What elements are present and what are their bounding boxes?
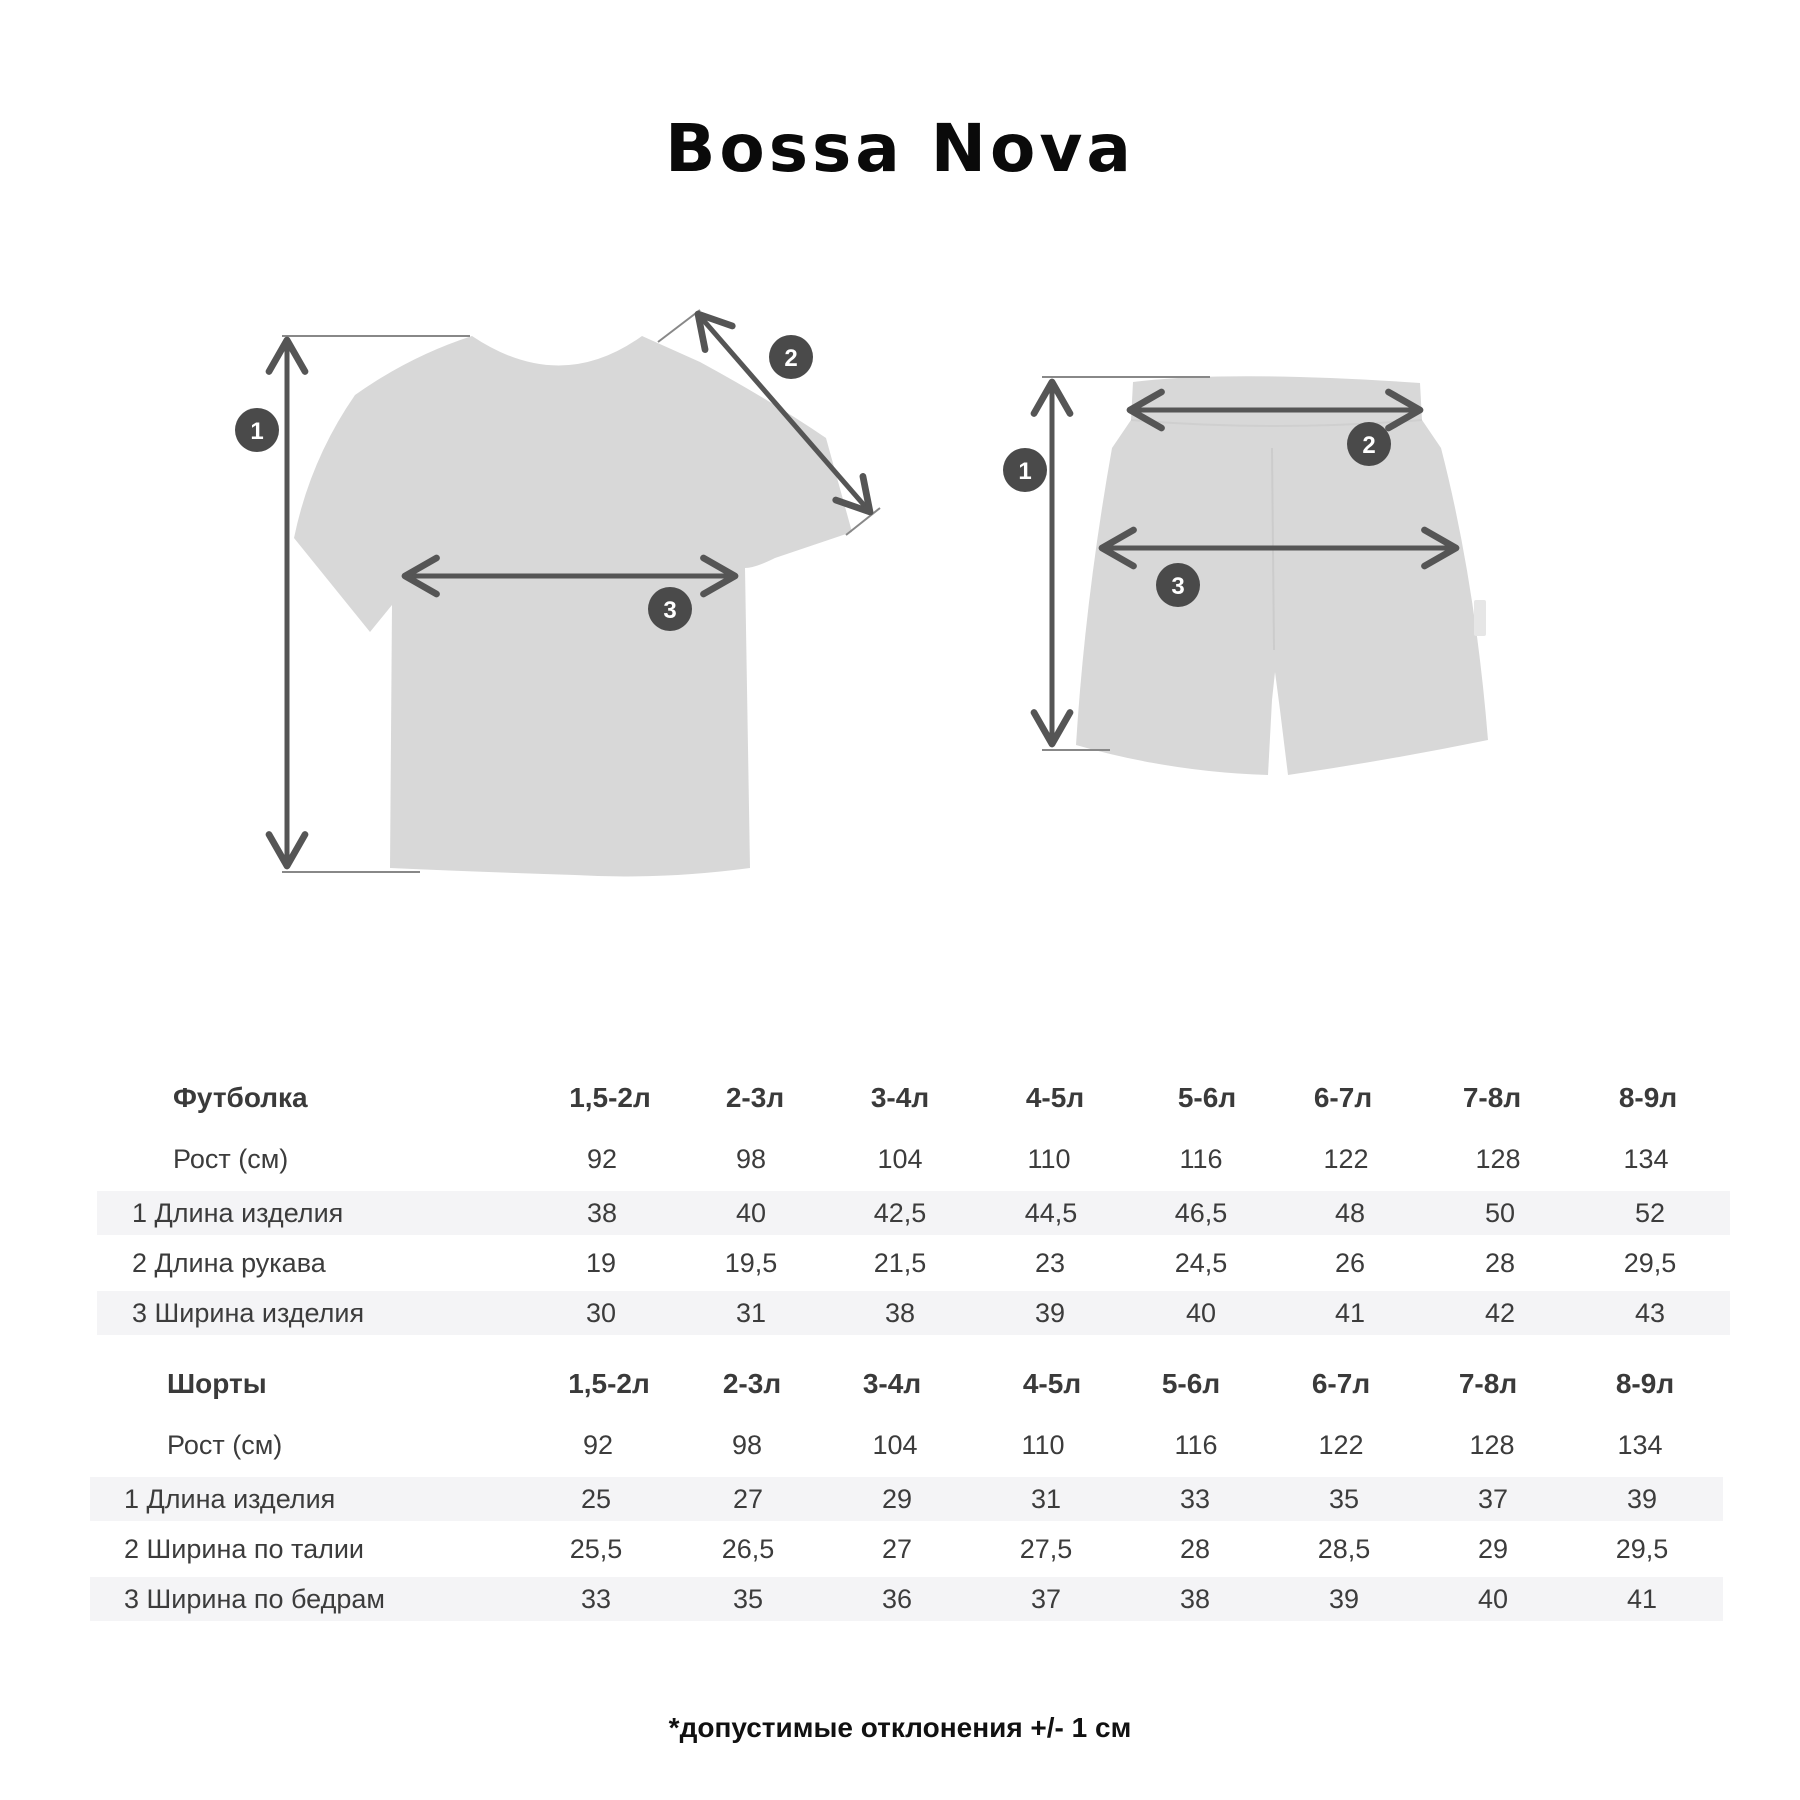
- shorts-marker-1: [1003, 448, 1047, 492]
- table-row: [0, 1577, 1800, 1621]
- shorts-marker-2: [1347, 422, 1391, 466]
- size-header: 1,5-2л: [568, 1368, 650, 1399]
- table-cell: 24,5: [1174, 1248, 1228, 1278]
- size-header: 6-7л: [1313, 1082, 1373, 1113]
- height-value: 134: [1623, 1144, 1669, 1174]
- table-row: [0, 1527, 1800, 1571]
- tshirt-shape: [294, 336, 852, 876]
- table-row: [0, 1291, 1800, 1335]
- table-cell: 33: [580, 1584, 612, 1614]
- table-cell: 19: [585, 1248, 617, 1278]
- height-value: 128: [1469, 1430, 1515, 1460]
- size-header: 2-3л: [725, 1082, 785, 1113]
- shorts-header-row: [0, 1362, 1800, 1406]
- table-cell: 27,5: [1019, 1534, 1073, 1564]
- table-cell: 27: [732, 1484, 764, 1514]
- shorts-height-row: [0, 1423, 1800, 1467]
- row-label: 2 Длина рукава: [132, 1248, 326, 1278]
- table-cell: 50: [1484, 1198, 1516, 1228]
- row-label: 1 Длина изделия: [124, 1484, 336, 1514]
- table-cell: 46,5: [1174, 1198, 1228, 1228]
- height-value: 116: [1179, 1144, 1223, 1174]
- height-label: Рост (см): [173, 1144, 289, 1174]
- tshirt-height-row: [0, 1137, 1800, 1181]
- height-value: 104: [877, 1144, 923, 1174]
- tshirt-marker-3: [648, 587, 692, 631]
- size-header: 8-9л: [1615, 1368, 1675, 1399]
- row-label: 1 Длина изделия: [132, 1198, 344, 1228]
- table-cell: 19,5: [724, 1248, 778, 1278]
- table-cell: 29,5: [1615, 1534, 1669, 1564]
- size-header: 7-8л: [1462, 1082, 1522, 1113]
- size-header: 4-5л: [1022, 1368, 1082, 1399]
- tshirt-header-row: [0, 1076, 1800, 1120]
- table-cell: 43: [1634, 1298, 1666, 1328]
- table-cell: 36: [881, 1584, 913, 1614]
- height-value: 116: [1174, 1430, 1218, 1460]
- size-header: 5-6л: [1177, 1082, 1237, 1113]
- row-label: 3 Ширина изделия: [132, 1298, 365, 1328]
- table-cell: 31: [1030, 1484, 1062, 1514]
- table-cell: 28: [1484, 1248, 1516, 1278]
- shorts-marker-3: [1156, 563, 1200, 607]
- table-cell: 28: [1179, 1534, 1211, 1564]
- table-cell: 39: [1626, 1484, 1658, 1514]
- height-label: Рост (см): [167, 1430, 283, 1460]
- table-cell: 21,5: [873, 1248, 927, 1278]
- table-cell: 30: [585, 1298, 617, 1328]
- shorts-table-title: Шорты: [167, 1368, 267, 1399]
- table-cell: 26: [1334, 1248, 1366, 1278]
- page-title: Bossa Nova: [665, 110, 1135, 187]
- table-cell: 39: [1034, 1298, 1066, 1328]
- table-cell: 41: [1334, 1298, 1366, 1328]
- height-value: 92: [586, 1144, 618, 1174]
- table-cell: 37: [1477, 1484, 1509, 1514]
- table-cell: 38: [884, 1298, 916, 1328]
- table-cell: 38: [1179, 1584, 1211, 1614]
- height-value: 128: [1475, 1144, 1521, 1174]
- height-value: 122: [1318, 1430, 1364, 1460]
- table-cell: 26,5: [721, 1534, 775, 1564]
- size-header: 1,5-2л: [569, 1082, 651, 1113]
- size-header: 2-3л: [722, 1368, 782, 1399]
- tshirt-marker-1: [235, 408, 279, 452]
- size-header: 6-7л: [1311, 1368, 1371, 1399]
- size-header: 4-5л: [1025, 1082, 1085, 1113]
- table-cell: 35: [1328, 1484, 1360, 1514]
- size-header: 8-9л: [1618, 1082, 1678, 1113]
- height-value: 122: [1323, 1144, 1369, 1174]
- height-value: 104: [872, 1430, 918, 1460]
- tshirt-marker-2-label: 2: [784, 345, 798, 372]
- table-cell: 37: [1030, 1584, 1062, 1614]
- tshirt-table-title: Футболка: [173, 1082, 308, 1113]
- table-cell: 29: [881, 1484, 913, 1514]
- table-cell: 29: [1477, 1534, 1509, 1564]
- height-value: 98: [731, 1430, 763, 1460]
- table-cell: 35: [732, 1584, 764, 1614]
- table-row: [0, 1191, 1800, 1235]
- height-value: 134: [1617, 1430, 1663, 1460]
- size-header: 3-4л: [870, 1082, 930, 1113]
- table-cell: 33: [1179, 1484, 1211, 1514]
- size-header: 5-6л: [1161, 1368, 1221, 1399]
- table-cell: 39: [1328, 1584, 1360, 1614]
- table-cell: 48: [1334, 1198, 1366, 1228]
- table-cell: 52: [1634, 1198, 1666, 1228]
- shorts-marker-1-label: 1: [1018, 458, 1032, 485]
- tshirt-marker-1-label: 1: [250, 418, 264, 445]
- table-cell: 27: [881, 1534, 913, 1564]
- tshirt-marker-2: [769, 335, 813, 379]
- table-cell: 42: [1484, 1298, 1516, 1328]
- table-cell: 38: [586, 1198, 618, 1228]
- table-cell: 31: [735, 1298, 767, 1328]
- table-row: [0, 1241, 1800, 1285]
- size-header: 3-4л: [862, 1368, 922, 1399]
- table-cell: 44,5: [1024, 1198, 1078, 1228]
- table-cell: 25: [580, 1484, 612, 1514]
- table-cell: 29,5: [1623, 1248, 1677, 1278]
- height-value: 110: [1021, 1430, 1065, 1460]
- height-value: 98: [735, 1144, 767, 1174]
- tshirt-marker-3-label: 3: [663, 597, 677, 624]
- table-cell: 40: [735, 1198, 767, 1228]
- height-value: 110: [1027, 1144, 1071, 1174]
- shorts-shape: [1076, 376, 1488, 775]
- tolerance-footnote: *допустимые отклонения +/- 1 см: [668, 1712, 1132, 1743]
- table-cell: 23: [1034, 1248, 1066, 1278]
- table-row: [0, 1477, 1800, 1521]
- row-label: 2 Ширина по талии: [124, 1534, 365, 1564]
- height-value: 92: [582, 1430, 614, 1460]
- shorts-marker-3-label: 3: [1171, 573, 1185, 600]
- size-header: 7-8л: [1458, 1368, 1518, 1399]
- table-cell: 42,5: [873, 1198, 927, 1228]
- table-cell: 41: [1626, 1584, 1658, 1614]
- row-label: 3 Ширина по бедрам: [124, 1584, 385, 1614]
- shorts-marker-2-label: 2: [1362, 432, 1376, 459]
- table-cell: 40: [1185, 1298, 1217, 1328]
- table-cell: 40: [1477, 1584, 1509, 1614]
- table-cell: 28,5: [1317, 1534, 1371, 1564]
- table-cell: 25,5: [569, 1534, 623, 1564]
